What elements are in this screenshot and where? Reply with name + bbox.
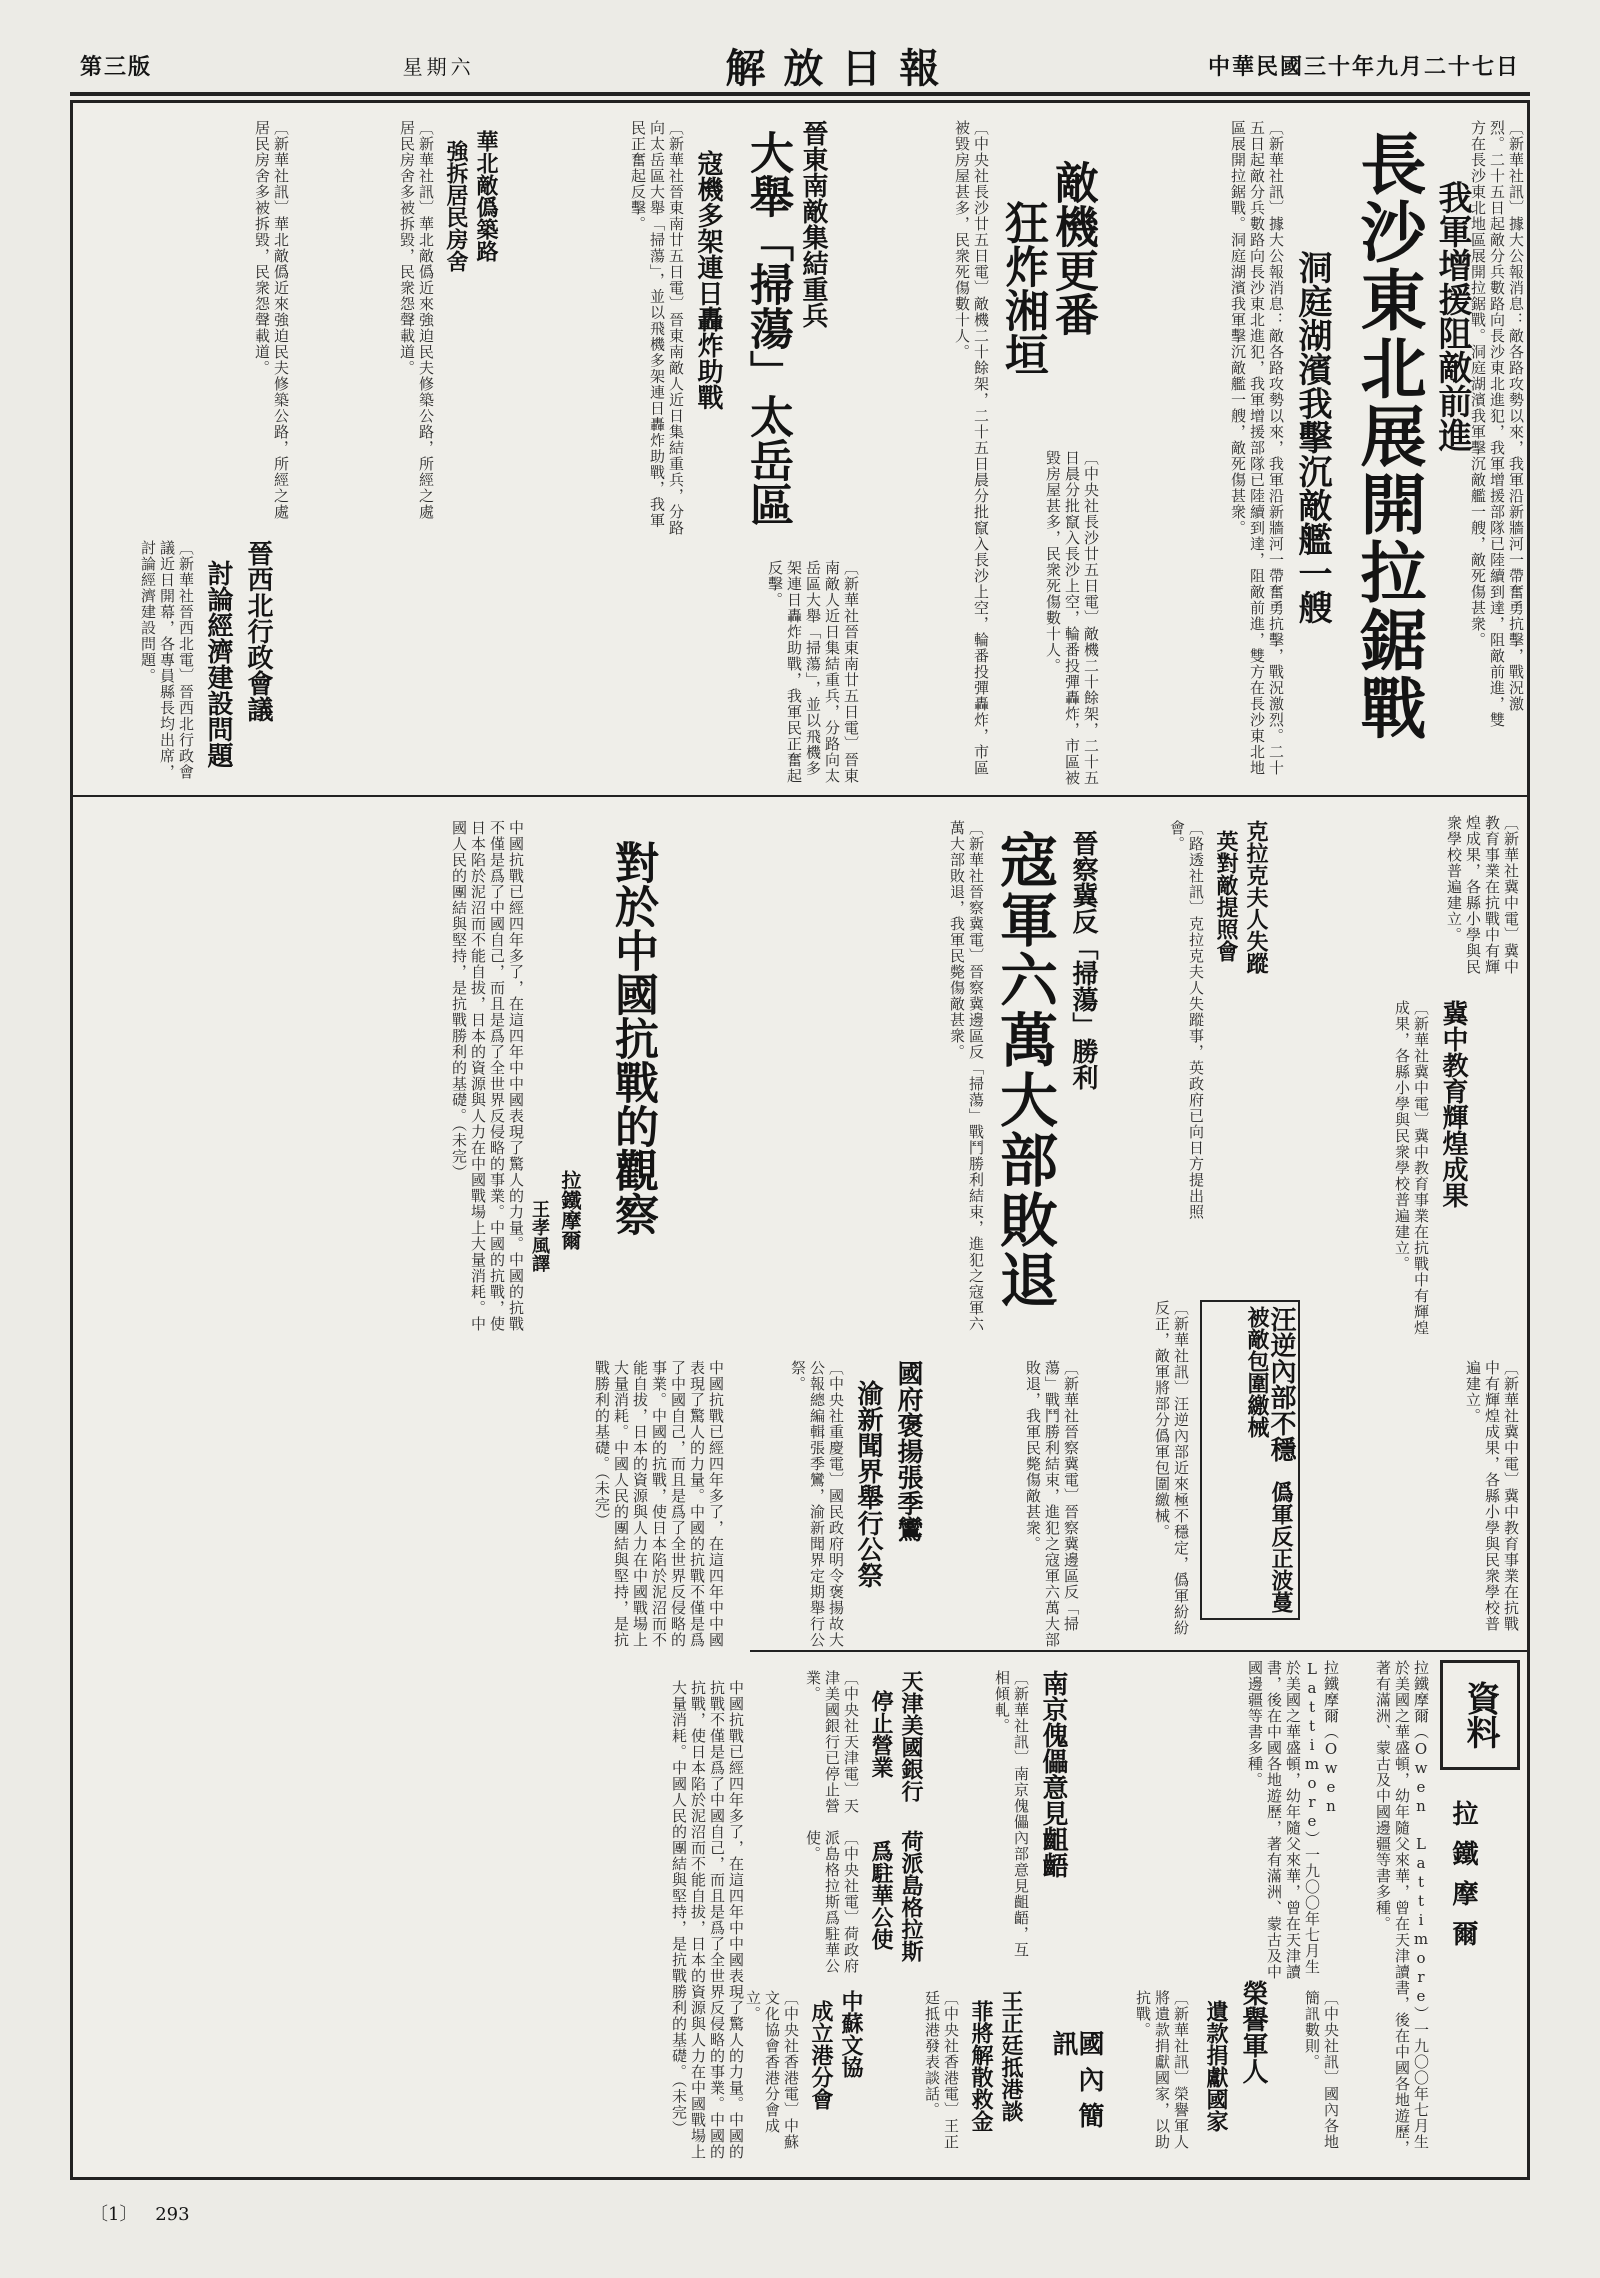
story2-headline-b: 狂炸湘垣: [997, 200, 1048, 376]
story2-body-cont: 〔中央社長沙廿五日電〕敵機二十餘架，二十五日晨分批竄入長沙上空，輪番投彈轟炸，市區被毀房屋甚多，民衆死傷數十人。: [1044, 450, 1100, 786]
main-headline: 長沙東北展開拉鋸戰: [1349, 130, 1427, 742]
story3-body-cont: 〔新華社晉東南廿五日電〕晉東南敵人近日集結重兵，分路向太岳區大舉「掃蕩」，並以飛機多架連日轟炸助戰，我軍民正奮起反擊。: [766, 560, 860, 784]
story2-headline-a: 敵機更番: [1047, 160, 1098, 336]
sidebar-tag: 資料: [1440, 1660, 1520, 1770]
feature-body-1: 中國抗戰已經四年多了，在這四年中中國表現了驚人的力量。中國的抗戰不僅是爲了中國自己，而且是爲了全世界反侵略的事業。中國的抗戰，使日本陷於泥沼而不能自拔，日本的資源與人力在中國戰場上大量消耗。中國人民的團結與堅持，是抗戰勝利的基礎。（未完）: [450, 820, 525, 1332]
story9-box: [1200, 1300, 1300, 1620]
story12-line1: 荷派島格拉斯: [898, 1830, 924, 1962]
rule-top: [70, 795, 1530, 797]
story11-line1: 天津美國銀行: [898, 1670, 924, 1802]
paper-title: 解放日報: [725, 44, 958, 92]
story15-body: 〔中央社香港電〕中蘇文化協會香港分會成立。: [744, 1990, 800, 2150]
story11-line2: 停止營業: [868, 1690, 894, 1778]
story9-line1: 汪逆內部不穩: [1266, 1306, 1296, 1462]
main-kicker: 我軍增援阻敵前進: [1432, 180, 1472, 452]
story6-line2: 寇軍六萬大部敗退: [990, 830, 1058, 1310]
page-footer: [90, 2200, 202, 2226]
story16-line1: 榮譽軍人: [1238, 1980, 1268, 2084]
story4-body-cont: 〔新華社訊〕華北敵僞近來強迫民夫修築公路，所經之處居民房舍多被拆毀，民衆怨聲載道。: [253, 120, 290, 520]
story4-line1: 華北敵僞築路: [473, 130, 499, 262]
story2-body: 〔中央社長沙廿五日電〕敵機二十餘架，二十五日晨分批竄入長沙上空，輪番投彈轟炸，市區被毀房屋甚多，民衆死傷數十人。: [953, 120, 990, 776]
story6-body: 〔新華社晉察冀電〕晉察冀邊區反「掃蕩」戰鬥勝利結束，進犯之寇軍六萬大部敗退，我軍民斃傷敵甚衆。: [948, 820, 985, 1332]
story5-line2: 討論經濟建設問題: [203, 560, 233, 768]
story10-line2: 渝新聞界舉行公祭: [853, 1380, 883, 1588]
footer-num: 293: [155, 2204, 190, 2225]
story10-line1: 國府褒揚張季鸞: [893, 1360, 923, 1542]
story14-line2: 菲將解散救金: [968, 2000, 994, 2132]
story3-body: 〔新華社晉東南廿五日電〕晉東南敵人近日集結重兵，分路向太岳區大舉「掃蕩」，並以飛機多架連日轟炸助戰，我軍民正奮起反擊。: [629, 120, 685, 536]
masthead: [70, 38, 1530, 96]
page-number: 第三版: [80, 53, 153, 80]
story8-body: 〔路透社訊〕克拉克夫人失蹤事，英政府已向日方提出照會。: [1168, 820, 1205, 1220]
feature-body-3: 中國抗戰已經四年多了，在這四年中中國表現了驚人的力量。中國的抗戰不僅是爲了中國自己，而且是爲了全世界反侵略的事業。中國的抗戰，使日本陷於泥沼而不能自拔，日本的資源與人力在中國戰場上大量消耗。中國人民的團結與堅持，是抗戰勝利的基礎。（未完）: [670, 1680, 745, 2160]
story5-body: 〔新華社晉西北電〕晉西北行政會議近日開幕，各專員縣長均出席，討論經濟建設問題。: [139, 540, 195, 780]
story5-line1: 晉西北行政會議: [243, 540, 273, 722]
story16-line2: 遺款捐獻國家: [1203, 2000, 1229, 2132]
story16-body: 〔新華社訊〕榮譽軍人將遺款捐獻國家，以助抗戰。: [1134, 1990, 1190, 2150]
story8-line2: 英對敵提照會: [1213, 830, 1239, 962]
story11-body: 〔中央社天津電〕天津美國銀行已停止營業。: [804, 1670, 860, 1814]
story3-line3: 寇機多架連日轟炸助戰: [693, 150, 723, 410]
story6-line1: 晉察冀反「掃蕩」勝利: [1068, 830, 1098, 1090]
main-body: 〔新華社訊〕據大公報消息：敵各路攻勢以來，我軍沿新牆河一帶奮勇抗擊，戰況激烈。二十五日起敵分兵數路向長沙東北進犯，我軍增援部隊已陸續到達，阻敵前進，雙方在長沙東北地區展開拉鋸戰。洞庭湖濱我軍擊沉敵艦一艘，敵死傷甚衆。: [1229, 120, 1285, 776]
story9-line3: 被敵包圍繳械: [1244, 1306, 1270, 1438]
story7-body: 〔新華社冀中電〕冀中教育事業在抗戰中有輝煌成果，各縣小學與民衆學校普遍建立。: [1393, 1000, 1430, 1336]
story14-body: 〔中央社香港電〕王正廷抵港發表談話。: [923, 1990, 960, 2150]
story7-body-cont: 〔新華社冀中電〕冀中教育事業在抗戰中有輝煌成果，各縣小學與民衆學校普遍建立。: [1445, 815, 1520, 975]
story9-line2: 僞軍反正波蔓: [1268, 1481, 1294, 1613]
story15-line2: 成立港分會: [808, 2000, 834, 2110]
story7-headline: 冀中教育輝煌成果: [1438, 1000, 1468, 1208]
main-body-lead: 〔新華社訊〕據大公報消息：敵各路攻勢以來，我軍沿新牆河一帶奮勇抗擊，戰況激烈。二十五日起敵分兵數路向長沙東北進犯，我軍增援部隊已陸續到達，阻敵前進，雙方在長沙東北地區展開拉鋸戰。洞庭湖濱我軍擊沉敵艦一艘，敵死傷甚衆。: [1469, 120, 1525, 728]
feature-body-2: 中國抗戰已經四年多了，在這四年中中國表現了驚人的力量。中國的抗戰不僅是爲了中國自己，而且是爲了全世界反侵略的事業。中國的抗戰，使日本陷於泥沼而不能自拔，日本的資源與人力在中國戰場上大量消耗。中國人民的團結與堅持，是抗戰勝利的基礎。（未完）: [593, 1360, 725, 1648]
feature-translator: 王孝風譯: [529, 1200, 550, 1272]
story12-line2: 爲駐華公使: [868, 1840, 894, 1950]
story8-line1: 克拉克夫人失蹤: [1243, 820, 1269, 974]
story7-body-more: 〔新華社冀中電〕冀中教育事業在抗戰中有輝煌成果，各縣小學與民衆學校普遍建立。: [1464, 1360, 1520, 1632]
weekday: 星期六: [402, 54, 475, 79]
feature-title: 對於中國抗戰的觀察: [607, 840, 658, 1236]
rule-mid: [750, 1650, 1530, 1652]
feature-author: 拉鐵摩爾: [558, 1170, 582, 1250]
story3-line2: 大舉「掃蕩」太岳區: [742, 130, 793, 526]
story17-body: 〔中央社訊〕國內各地簡訊數則。: [1303, 1990, 1340, 2150]
story13-body: 〔新華社訊〕南京傀儡內部意見齟齬，互相傾軋。: [993, 1670, 1030, 1958]
story4-line2: 強拆居民房舍: [443, 140, 469, 272]
story17-headline: 國內簡訊: [1048, 2030, 1104, 2138]
story3-line1: 晉東南敵集結重兵: [798, 120, 828, 328]
story10-body: 〔中央社重慶電〕國民政府明令褒揚故大公報總編輯張季鸞，渝新聞界定期舉行公祭。: [789, 1360, 845, 1648]
story6-body-cont: 〔新華社晉察冀電〕晉察冀邊區反「掃蕩」戰鬥勝利結束，進犯之寇軍六萬大部敗退，我軍民斃傷敵甚衆。: [1024, 1360, 1080, 1648]
story13-headline: 南京傀儡意見齟齬: [1038, 1670, 1068, 1878]
footer-vol: 〔1〕: [90, 2204, 138, 2225]
issue-date: 中華民國三十年九月二十七日: [1207, 53, 1520, 80]
sidebar-title: 拉鐵摩爾: [1448, 1800, 1478, 1960]
sidebar-body: 拉鐵摩爾（Owen Lattimore）一九〇〇年七月生於美國之華盛頓，幼年隨父來華，曾在天津讀書，後在中國各地遊歷，著有滿洲、蒙古及中國邊疆等書多種。: [1374, 1660, 1430, 2156]
sidebar-body-cont: 拉鐵摩爾（Owen Lattimore）一九〇〇年七月生於美國之華盛頓，幼年隨父來華，曾在天津讀書，後在中國各地遊歷，著有滿洲、蒙古及中國邊疆等書多種。: [1246, 1660, 1340, 1980]
main-subhead: 洞庭湖濱我擊沉敵艦一艘: [1292, 250, 1332, 624]
story14-line1: 王正廷抵港談: [998, 1990, 1024, 2122]
story12-body: 〔中央社電〕荷政府派島格拉斯爲駐華公使。: [804, 1830, 860, 1974]
story9-body: 〔新華社訊〕汪逆內部近來極不穩定，僞軍紛紛反正，敵軍將部分僞軍包圍繳械。: [1153, 1300, 1190, 1636]
story15-line1: 中蘇文協: [838, 1990, 864, 2078]
story4-body: 〔新華社訊〕華北敵僞近來強迫民夫修築公路，所經之處居民房舍多被拆毀，民衆怨聲載道。: [398, 120, 435, 520]
